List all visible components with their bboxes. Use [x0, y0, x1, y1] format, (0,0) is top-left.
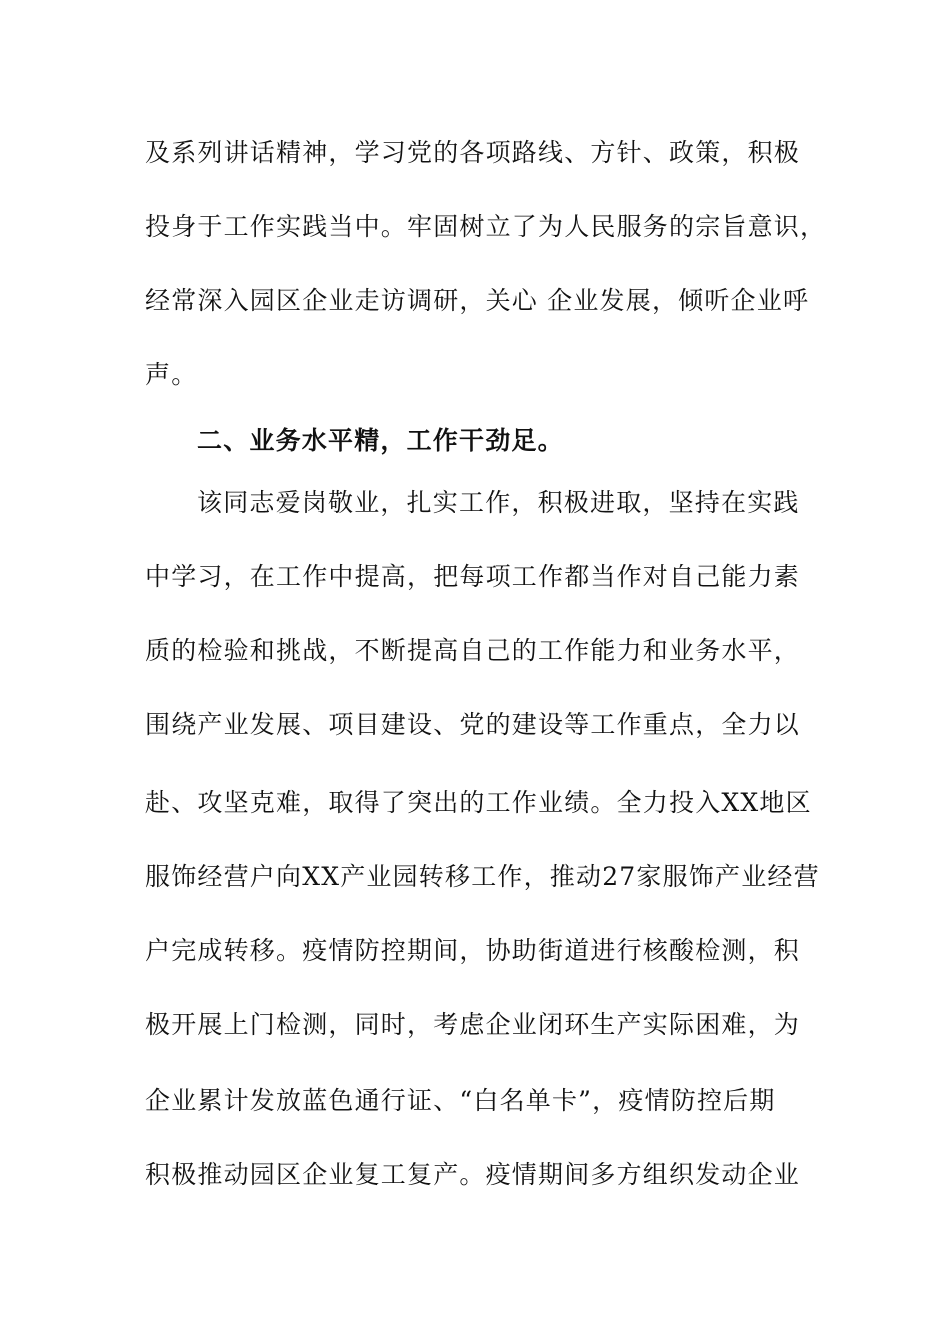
paragraph-line: 企业累计发放蓝色通行证、“白名单卡”，疫情防控后期: [145, 1086, 776, 1115]
paragraph-line: 服饰经营户向XX产业园转移工作，推动27家服饰产业经营: [145, 862, 820, 891]
paragraph-line: 积极推动园区企业复工复产。疫情期间多方组织发动企业: [145, 1160, 801, 1189]
paragraph-line: 投身于工作实践当中。牢固树立了为人民服务的宗旨意识，: [145, 212, 827, 241]
paragraph-line: 中学习，在工作中提高，把每项工作都当作对自己能力素: [145, 562, 801, 591]
paragraph-line: 极开展上门检测，同时，考虑企业闭环生产实际困难，为: [145, 1010, 801, 1039]
paragraph-line: 围绕产业发展、项目建设、党的建设等工作重点，全力以: [145, 710, 801, 739]
paragraph-line: 声。: [145, 360, 198, 389]
paragraph-line: 及系列讲话精神，学习党的各项路线、方针、政策，积极: [145, 138, 801, 167]
paragraph-line: 经常深入园区企业走访调研，关心 企业发展，倾听企业呼: [145, 286, 810, 315]
paragraph-line: 质的检验和挑战，不断提高自己的工作能力和业务水平，: [145, 636, 801, 665]
paragraph-line: 赴、攻坚克难，取得了突出的工作业绩。全力投入XX地区: [145, 788, 812, 817]
section-heading: 二、业务水平精，工作干劲足。: [197, 426, 564, 455]
paragraph-line: 户完成转移。疫情防控期间，协助街道进行核酸检测，积: [145, 936, 801, 965]
paragraph-line: 该同志爱岗敬业，扎实工作，积极进取，坚持在实践: [197, 488, 800, 517]
